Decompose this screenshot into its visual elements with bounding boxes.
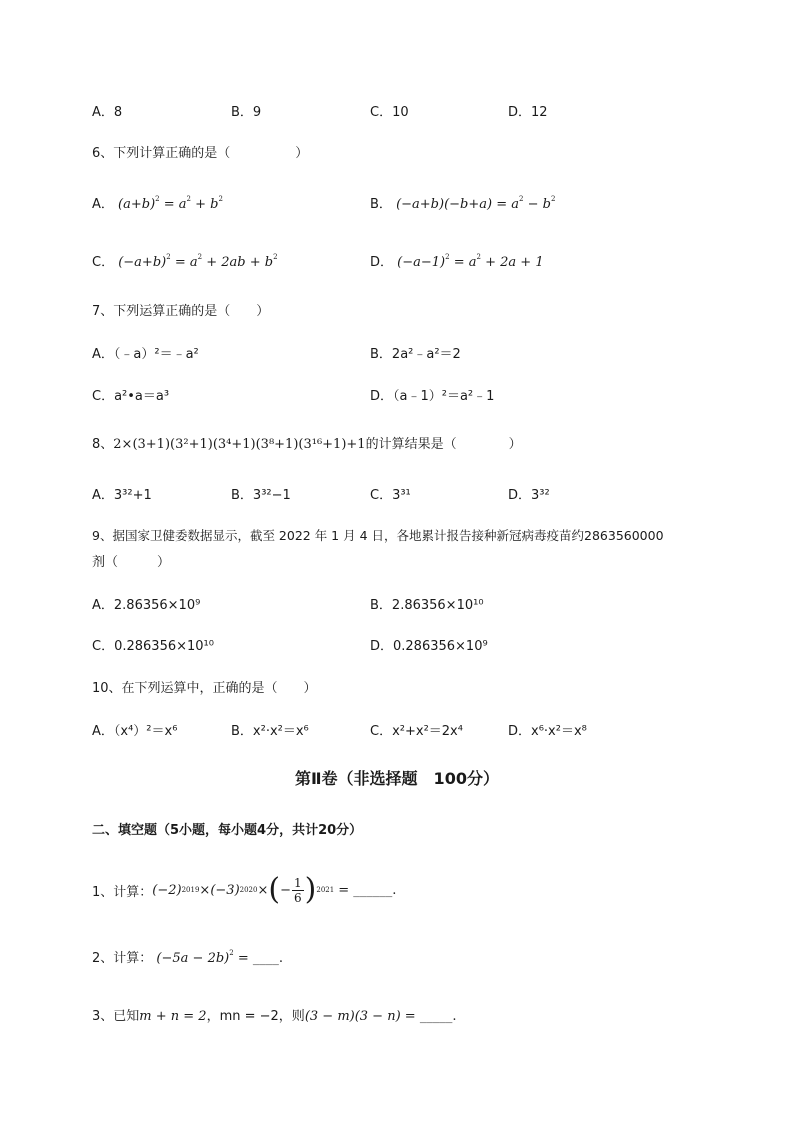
q6-option-b	[370, 193, 555, 212]
q7-option-c: C．a²•a＝a³	[92, 389, 170, 404]
q6-a-rhs: = a	[163, 197, 187, 212]
fill-q3-condition1: m + n = 2	[139, 1009, 207, 1024]
q6-d-lhs: (−a−1)	[397, 255, 446, 270]
fill-q1-right-paren: )	[304, 872, 317, 907]
fill-q1-term2: (−3)	[210, 882, 240, 898]
fill-q1-denominator: 6	[294, 890, 302, 905]
fill-q1-fraction	[292, 876, 304, 905]
q9-stem: 9、据国家卫健委数据显示，截至 2022 年 1 月 4 日，各地累计报告接种新冠病毒疫苗约2863560000	[92, 528, 664, 543]
q6-d-rhs: = a	[453, 255, 477, 270]
q6-d-label: D．	[370, 255, 394, 270]
q8-stem	[92, 433, 522, 452]
q9-option-c: C．0.286356×10¹⁰	[92, 639, 214, 654]
fill-q1-numerator: 1	[294, 875, 302, 890]
fill-q3-expression: (3 − m)(3 − n)	[304, 1009, 401, 1024]
q6-a-rhs2-exp: 2	[218, 195, 223, 203]
q6-c-rhs: = a	[174, 255, 198, 270]
q10-option-a: A．（x⁴）²＝x⁶	[92, 724, 178, 739]
fill-q1-exp3: 2021	[316, 886, 335, 894]
fill-q1	[92, 870, 396, 910]
q6-b-exp2: 2	[550, 195, 556, 203]
q9-stem-line2: 剂（ ）	[92, 555, 171, 570]
q6-c-lhs: (−a+b)	[118, 255, 167, 270]
q8-option-b: B．3³²−1	[231, 488, 291, 503]
q8-prefix: 8、	[92, 437, 114, 452]
fill-q1-times2: ×	[257, 882, 269, 898]
q5-option-a: A．8	[92, 105, 123, 120]
q5-option-d: D．12	[508, 105, 548, 120]
q6-b-expr2: − b	[527, 197, 551, 212]
q6-option-c	[92, 251, 278, 270]
part2-title: 第Ⅱ卷（非选择题 100分）	[295, 769, 499, 788]
q5-option-c: C．10	[370, 105, 409, 120]
q6-option-d	[370, 251, 544, 270]
q7-stem: 7、下列运算正确的是（ ）	[92, 304, 270, 319]
q8-suffix: 的计算结果是（ ）	[365, 437, 522, 452]
q6-stem: 6、下列计算正确的是（ ）	[92, 146, 309, 161]
q6-a-rhs2: + b	[195, 197, 219, 212]
fill-section-heading: 二、填空题（5小题，每小题4分，共计20分）	[92, 823, 363, 838]
q10-option-c: C．x²+x²＝2x⁴	[370, 724, 463, 739]
q10-stem: 10、在下列运算中，正确的是（ ）	[92, 681, 317, 696]
fill-q2-prefix: 2、计算：	[92, 951, 153, 966]
q6-d-rhs-exp: 2	[476, 253, 481, 261]
q5-option-b: B．9	[231, 105, 262, 120]
q8-expression: 2×(3+1)(3²+1)(3⁴+1)(3⁸+1)(3¹⁶+1)+1	[113, 437, 366, 452]
q6-option-a	[92, 193, 223, 212]
fill-q3-prefix: 3、已知	[92, 1009, 140, 1024]
q7-option-a: A．（﹣a）²＝﹣a²	[92, 347, 199, 362]
q8-option-a: A．3³²+1	[92, 488, 152, 503]
fill-q2	[92, 947, 283, 966]
q6-d-rhs2: + 2a + 1	[485, 255, 544, 270]
q6-d-exp: 2	[445, 253, 450, 261]
q6-c-rhs2-exp: 2	[273, 253, 278, 261]
fill-q1-left-paren: (	[268, 872, 281, 907]
q6-c-rhs2: + 2ab + b	[206, 255, 274, 270]
q6-a-exp: 2	[155, 195, 160, 203]
q9-option-a: A．2.86356×10⁹	[92, 598, 201, 613]
q6-a-lhs: (a+b)	[118, 197, 156, 212]
fill-q1-frac-sign: −	[280, 882, 291, 898]
fill-q3-condition2: ，mn = −2，则	[206, 1009, 305, 1024]
fill-q1-term1: (−2)	[152, 882, 182, 898]
fill-q3-answer-blank: = _____.	[404, 1009, 457, 1024]
q7-option-b: B．2a²﹣a²＝2	[370, 347, 461, 362]
fill-q1-times1: ×	[199, 882, 211, 898]
fill-q2-exp: 2	[229, 949, 234, 957]
q6-c-rhs-exp: 2	[197, 253, 203, 261]
fill-q3	[92, 1005, 456, 1024]
q9-option-b: B．2.86356×10¹⁰	[370, 598, 484, 613]
fill-q1-exp2: 2020	[239, 886, 258, 894]
q6-b-exp: 2	[518, 195, 524, 203]
q10-option-b: B．x²·x²＝x⁶	[231, 724, 309, 739]
q6-c-exp: 2	[166, 253, 171, 261]
q6-b-expr: (−a+b)(−b+a) = a	[396, 197, 519, 212]
fill-q1-prefix: 1、计算：	[92, 884, 153, 900]
fill-q2-answer-blank: = ____.	[237, 951, 284, 966]
q6-a-rhs-exp: 2	[186, 195, 192, 203]
q6-a-label: A．	[92, 197, 114, 212]
q6-c-label: C．	[92, 255, 115, 270]
q6-b-label: B．	[370, 197, 392, 212]
q8-option-c: C．3³¹	[370, 488, 411, 503]
q10-option-d: D．x⁶·x²＝x⁸	[508, 724, 587, 739]
q7-option-d: D．（a﹣1）²＝a²﹣1	[370, 389, 495, 404]
q9-option-d: D．0.286356×10⁹	[370, 639, 488, 654]
fill-q2-expression: (−5a − 2b)	[156, 951, 230, 966]
q8-option-d: D．3³²	[508, 488, 550, 503]
fill-q1-answer-blank: = ______.	[338, 882, 397, 898]
fill-q1-exp1: 2019	[181, 886, 200, 894]
